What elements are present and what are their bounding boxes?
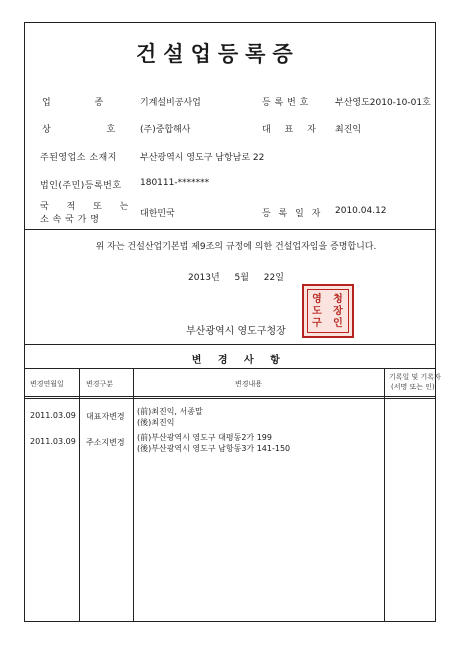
seal-glyph: 구 — [312, 318, 322, 329]
address-value: 부산광역시 영도구 남항남로 22 — [140, 153, 265, 163]
column-divider — [79, 369, 80, 621]
change-type: 대표자변경 — [86, 412, 125, 421]
column-divider — [384, 369, 385, 621]
reg-date-label: 등 록 일 자 — [262, 209, 321, 219]
column-header-signature-line2: (서명 또는 인) — [391, 383, 435, 391]
seal-glyph: 장 — [333, 306, 343, 317]
business-type-value: 기계설비공사업 — [140, 98, 201, 108]
registration-no-label: 등 록 번 호 — [262, 98, 309, 108]
business-type-label: 업 종 — [42, 98, 104, 108]
nationality-label-line2: 소 속 국 가 명 — [40, 215, 100, 225]
change-type: 주소지변경 — [86, 438, 125, 447]
seal-glyph: 영 — [312, 294, 322, 305]
change-content-after: (後)부산광역시 영도구 남항동3가 141-150 — [137, 444, 291, 453]
section-divider — [24, 229, 435, 230]
column-divider — [133, 369, 134, 621]
representative-label: 대 표 자 — [262, 125, 317, 135]
address-label: 주된영업소 소재지 — [40, 153, 117, 163]
issuer-name: 부산광역시 영도구청장 — [186, 326, 286, 337]
representative-value: 최진익 — [335, 125, 362, 135]
company-label: 상 호 — [42, 125, 116, 135]
column-header-type: 변경구분 — [86, 380, 114, 388]
certification-statement: 위 자는 건설산업기본법 제9조의 규정에 의한 건설업자임을 증명합니다. — [95, 242, 377, 252]
seal-glyph: 인 — [333, 318, 343, 329]
change-content-before: (前)부산광역시 영도구 대평동2가 199 — [137, 433, 272, 442]
header-bottom-rule-inner — [24, 398, 435, 399]
nationality-label-line1: 국 적 또 는 — [40, 202, 129, 212]
changes-top-rule — [24, 344, 435, 345]
registration-no-value: 부산영도2010-10-01호 — [335, 98, 431, 108]
document-title: 건설업등록증 — [136, 41, 300, 66]
corp-no-value: 180111-******* — [140, 178, 210, 188]
company-value: (주)중합해사 — [140, 125, 191, 135]
column-header-signature-line1: 기록일 및 기록자 — [389, 373, 441, 381]
reg-date-value: 2010.04.12 — [335, 206, 387, 216]
change-content-before: (前)최진익, 서종말 — [137, 407, 203, 416]
corp-no-label: 법인(주민)등록번호 — [40, 181, 122, 191]
change-date: 2011.03.09 — [30, 411, 76, 420]
change-content-after: (後)최진익 — [137, 418, 175, 427]
change-date: 2011.03.09 — [30, 437, 76, 446]
column-header-date: 변경연월일 — [30, 380, 64, 388]
seal-glyph: 도 — [312, 306, 322, 317]
seal-glyph: 청 — [333, 294, 343, 305]
official-seal — [302, 284, 354, 338]
issue-date: 2013년 5월 22일 — [188, 273, 284, 283]
header-bottom-rule — [24, 396, 435, 397]
changes-title-rule — [24, 368, 435, 369]
changes-section-title: 변 경 사 항 — [191, 355, 281, 366]
column-header-content: 변경내용 — [235, 380, 263, 388]
nationality-value: 대한민국 — [140, 209, 175, 219]
